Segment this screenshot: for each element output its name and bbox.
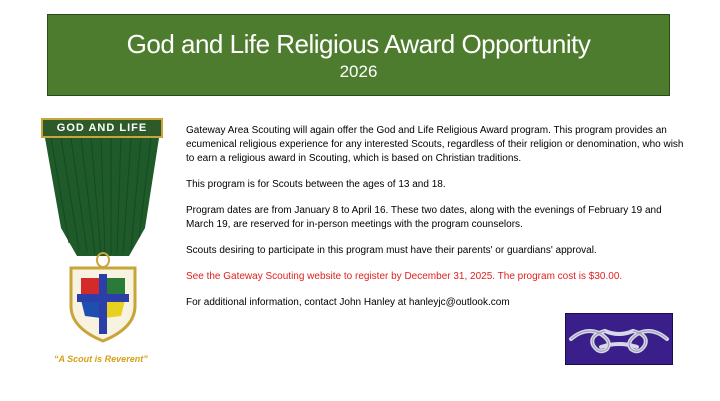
program-description xyxy=(186,124,686,322)
page-title: God and Life Religious Award Opportunity xyxy=(126,29,591,59)
register-paragraph: See the Gateway Scouting website to register by December 31, 2025. The program cost is $30.00. xyxy=(186,271,623,282)
approval-paragraph: Scouts desiring to participate in this program must have their parents' or guardians' approval. xyxy=(186,245,597,256)
scout-motto: “A Scout is Reverent” xyxy=(54,354,148,364)
title-banner xyxy=(47,14,670,96)
ages-paragraph: This program is for Scouts between the ages of 13 and 18. xyxy=(186,179,446,190)
contact-paragraph: For additional information, contact John Hanley at hanleyjc@outlook.com xyxy=(186,297,510,308)
medal-bar-label: GOD AND LIFE xyxy=(41,118,163,138)
intro-paragraph: Gateway Area Scouting will again offer the God and Life Religious Award program. This program provides an ecumenical religious experience for any interested Scouts, regardless of their religion or denomination, who wish to earn a religious award in Scouting, which is based on Christian traditions. xyxy=(186,125,684,164)
medal-ribbon-graphic xyxy=(41,138,165,343)
page-year: 2026 xyxy=(339,62,378,81)
dates-paragraph: Program dates are from January 8 to April 16. These two dates, along with the evenings of February 19 and March 19, are reserved for in-person meetings with the program counselors. xyxy=(186,205,662,230)
religious-knot-patch-icon xyxy=(565,313,673,365)
god-and-life-medal-icon xyxy=(41,118,165,343)
